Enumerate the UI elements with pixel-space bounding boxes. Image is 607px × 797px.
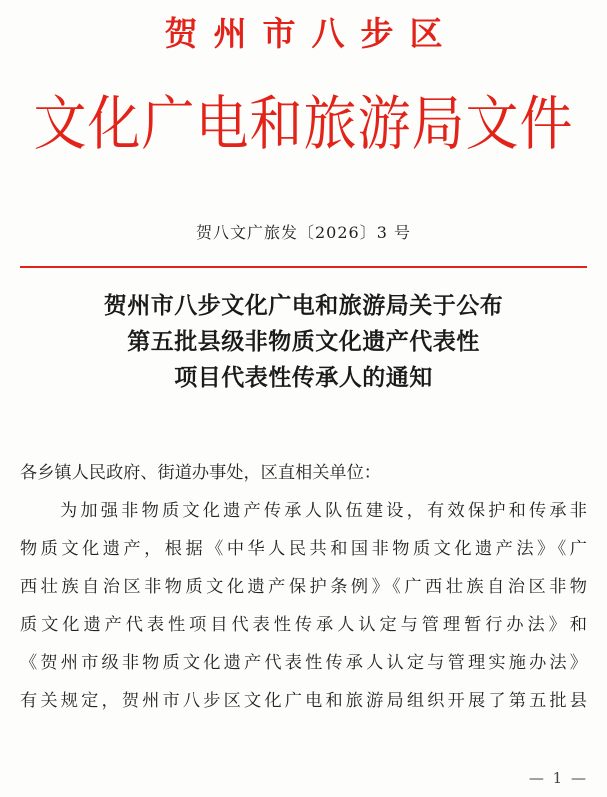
notice-title [0,288,607,396]
body-line-5: 《贺州市级非物质文化遗产代表性传承人认定与管理实施办法》 [20,653,587,673]
document-number: 贺八文广旅发〔2026〕3 号 [196,223,411,242]
title-line-3: 项目代表性传承人的通知 [174,364,433,391]
title-line-1: 贺州市八步文化广电和旅游局关于公布 [103,292,504,319]
title-line-2: 第五批县级非物质文化遗产代表性 [127,328,480,355]
notice-body [20,454,587,720]
issuer-district-name: 贺州市八步区 [164,14,459,53]
body-line-1: 为加强非物质文化遗产传承人队伍建设，有效保护和传承非 [60,501,587,521]
page-number: — 1 — [528,769,588,787]
body-line-2: 物质文化遗产，根据《中华人民共和国非物质文化遗产法》《广 [20,539,587,559]
body-line-4: 质文化遗产代表性项目代表性传承人认定与管理暂行办法》和 [20,615,587,635]
body-line-6: 有关规定，贺州市八步区文化广电和旅游局组织开展了第五批县 [20,691,587,711]
salutation: 各乡镇人民政府、街道办事处，区直相关单位： [20,463,381,483]
red-divider-line [20,266,587,268]
issuer-document-header: 文化广电和旅游局文件 [33,90,574,159]
body-line-3: 西壮族自治区非物质文化遗产保护条例》《广西壮族自治区非物 [20,577,587,597]
